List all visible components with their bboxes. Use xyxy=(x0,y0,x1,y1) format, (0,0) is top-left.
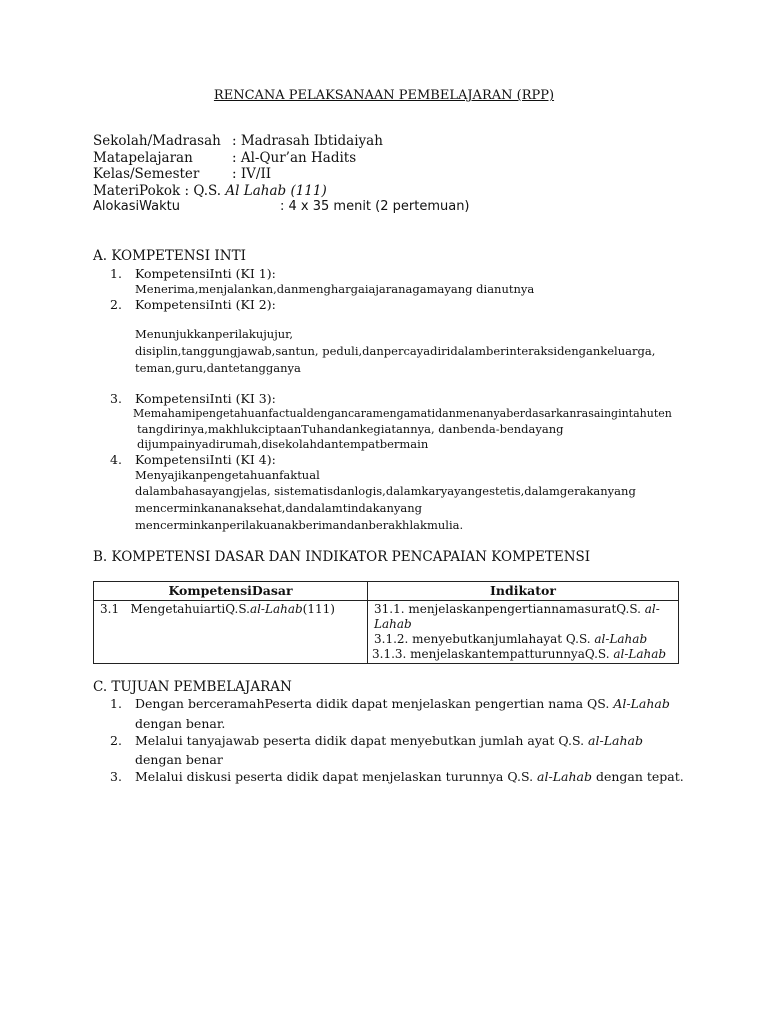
goal-italic: Al-Lahab xyxy=(613,696,670,711)
table-header-kd: KompetensiDasar xyxy=(94,582,368,601)
kd-text: MengetahuiartiQ.S. xyxy=(130,602,250,616)
identity-value: : Al-Qur’an Hadits xyxy=(232,150,357,166)
indicator-text: 3.1.2. menyebutkanjumlahayat Q.S. xyxy=(374,632,595,646)
kd-cell xyxy=(94,601,368,664)
ki-number: 3. xyxy=(110,391,122,406)
ki-line: mencerminkananaksehat,dandalamtindakanyang xyxy=(135,501,422,515)
identity-label: Kelas/Semester xyxy=(93,166,200,182)
identity-materi xyxy=(93,183,327,199)
identity-label: Sekolah/Madrasah xyxy=(93,133,221,149)
ki-title: KompetensiInti (KI 2): xyxy=(135,297,276,312)
document-title: RENCANA PELAKSANAAN PEMBELAJARAN (RPP) xyxy=(213,88,555,103)
goal-number: 1. xyxy=(110,696,122,711)
materi-value: Al Lahab (111) xyxy=(225,183,327,199)
alokasi-label: AlokasiWaktu xyxy=(93,199,180,214)
goal-text xyxy=(135,733,643,748)
indicator-text: 31.1. menjelaskanpengertiannamasuratQ.S. xyxy=(374,602,645,616)
ki-line: mencerminkanperilakuanakberimandanberakhlakmulia. xyxy=(135,518,464,532)
indicator-text: 3.1.3. menjelaskantempatturunnyaQ.S. xyxy=(372,647,614,661)
identity-label: Matapelajaran xyxy=(93,150,193,166)
alokasi-value: : 4 x 35 menit (2 pertemuan) xyxy=(280,199,470,214)
ki-line: Memahamipengetahuanfactualdengancaramengamatidanmenanyaberdasarkanrasaingintahuten xyxy=(133,407,672,420)
ki-title: KompetensiInti (KI 4): xyxy=(135,452,276,467)
identity-alokasi xyxy=(93,199,470,214)
goal-text xyxy=(135,696,670,711)
identity-class xyxy=(93,166,272,182)
ki-number: 4. xyxy=(110,452,122,467)
identity-value: : Madrasah Ibtidaiyah xyxy=(232,133,383,149)
kd-number: 3.1 xyxy=(100,602,120,616)
materi-prefix: : Q.S. xyxy=(180,183,226,199)
materi-label: MateriPokok xyxy=(93,183,181,199)
ki-line: disiplin,tanggungjawab,santun, peduli,danpercayadiridalamberinteraksidengankeluarga, xyxy=(135,344,656,358)
indicator-item xyxy=(374,632,672,647)
identity-subject xyxy=(93,150,357,166)
ki-title: KompetensiInti (KI 3): xyxy=(135,391,276,406)
goal-number: 2. xyxy=(110,733,122,748)
goal-number: 3. xyxy=(110,769,122,784)
identity-value: : IV/II xyxy=(232,166,272,182)
ki-line: dijumpainyadirumah,disekolahdantempatbermain xyxy=(137,437,429,451)
ki-line: Menyajikanpengetahuanfaktual xyxy=(135,468,320,482)
ki-line: Menerima,menjalankan,danmenghargaiajaranagamayang dianutnya xyxy=(135,282,535,296)
goal-italic: al-Lahab xyxy=(537,769,592,784)
indicator-item xyxy=(372,647,672,662)
section-a-heading: A. KOMPETENSI INTI xyxy=(93,248,246,264)
indicator-italic: al-Lahab xyxy=(613,647,667,661)
ki-number: 1. xyxy=(110,266,122,281)
identity-school xyxy=(93,133,383,149)
goal-tail: dengan tepat. xyxy=(591,769,684,784)
ki-number: 2. xyxy=(110,297,122,312)
section-b-heading: B. KOMPETENSI DASAR DAN INDIKATOR PENCAPAIAN KOMPETENSI xyxy=(93,549,591,565)
ki-line: tangdirinya,makhlukciptaanTuhandankegiatannya, danbenda-bendayang xyxy=(137,422,564,436)
indicator-wrap xyxy=(374,617,672,632)
indicator-cell xyxy=(368,601,679,664)
goal-italic: al-Lahab xyxy=(588,733,643,748)
indicator-italic: Lahab xyxy=(374,617,412,631)
table-row xyxy=(94,601,679,664)
kd-indicator-table xyxy=(93,581,679,664)
table-header-indicator: Indikator xyxy=(368,582,679,601)
ki-title: KompetensiInti (KI 1): xyxy=(135,266,276,281)
indicator-italic: al-Lahab xyxy=(594,632,648,646)
indicator-item xyxy=(374,602,672,617)
goal-line2: dengan benar. xyxy=(135,716,226,731)
kd-tail: (111) xyxy=(302,602,335,616)
ki-line: Menunjukkanperilakujujur, xyxy=(135,327,294,341)
goal-text-main: Melalui tanyajawab peserta didik dapat menyebutkan jumlah ayat Q.S. xyxy=(135,733,589,748)
goal-text xyxy=(135,769,684,784)
ki-line: dalambahasayangjelas, sistematisdanlogis,dalamkaryayangestetis,dalamgerakanyang xyxy=(135,484,636,498)
kd-italic: al-Lahab xyxy=(249,602,303,616)
ki-line: teman,guru,dantetangganya xyxy=(135,361,301,375)
goal-line2: dengan benar xyxy=(135,752,223,767)
section-c-heading: C. TUJUAN PEMBELAJARAN xyxy=(93,679,292,695)
goal-text-main: Melalui diskusi peserta didik dapat menjelaskan turunnya Q.S. xyxy=(135,769,538,784)
indicator-italic: al- xyxy=(644,602,660,616)
goal-text-main: Dengan berceramahPeserta didik dapat menjelaskan pengertian nama QS. xyxy=(135,696,614,711)
